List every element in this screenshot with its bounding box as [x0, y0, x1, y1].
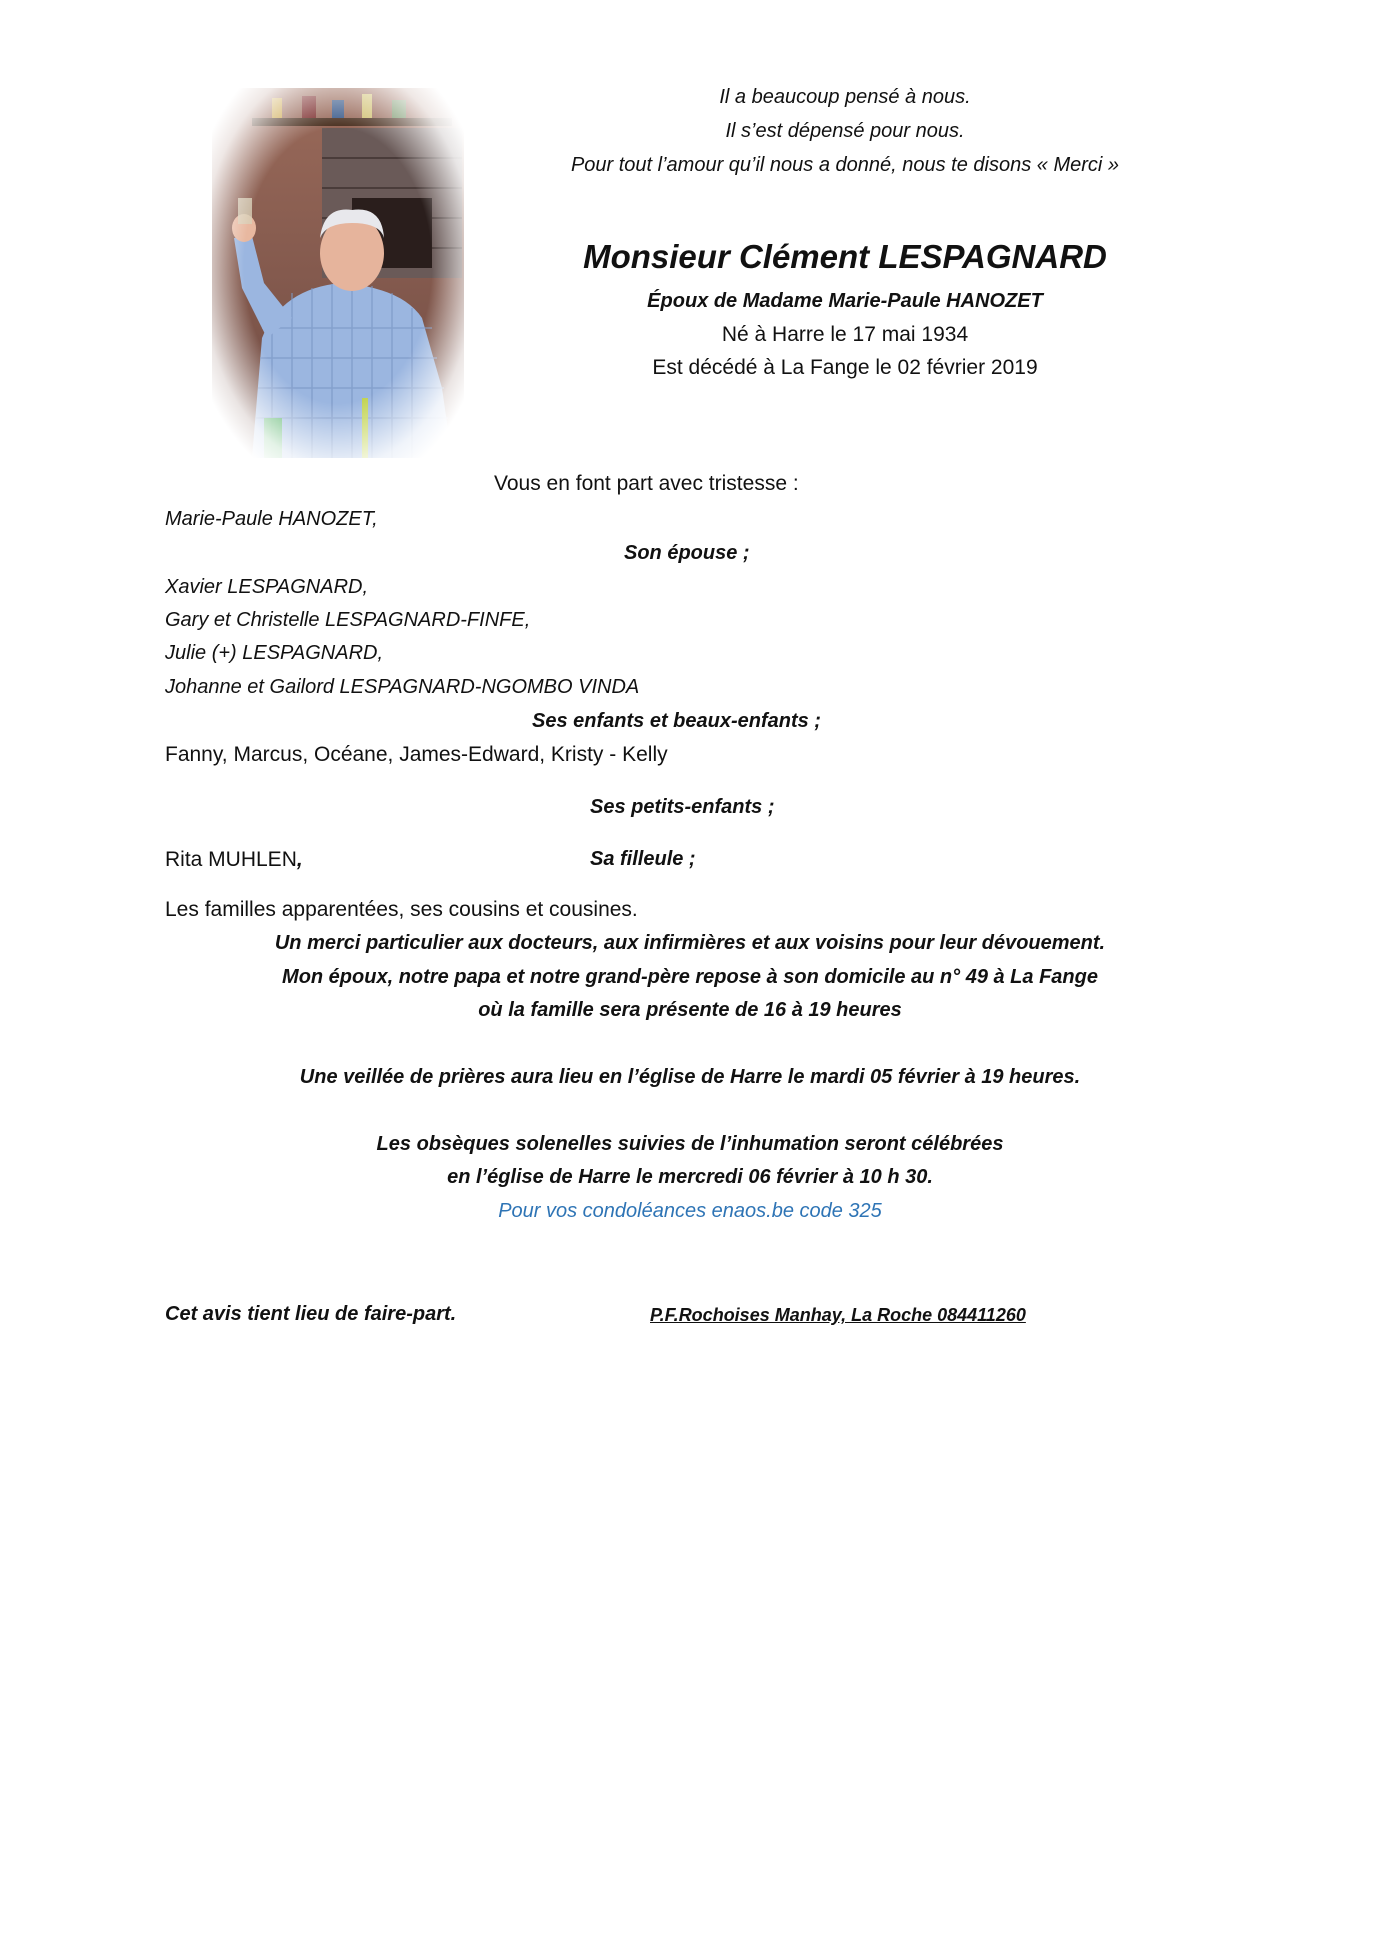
condolences-link[interactable]: Pour vos condoléances enaos.be code 325	[498, 1200, 882, 1222]
grandchildren-names: Fanny, Marcus, Océane, James-Edward, Kristy - Kelly	[165, 743, 668, 766]
children-role: Ses enfants et beaux-enfants ;	[532, 710, 821, 732]
vigil-text: Une veillée de prières aura lieu en l’église de Harre le mardi 05 février à 19 heures.	[299, 1066, 1081, 1088]
child-4: Johanne et Gailord LESPAGNARD-NGOMBO VINDA	[165, 676, 640, 698]
child-2: Gary et Christelle LESPAGNARD-FINFE,	[165, 609, 531, 631]
deceased-birth: Né à Harre le 17 mai 1934	[721, 323, 969, 346]
funeral-line-2: en l’église de Harre le mercredi 06 février à 10 h 30.	[447, 1166, 933, 1188]
deceased-name: Monsieur Clément LESPAGNARD	[583, 238, 1107, 275]
notice-text: Cet avis tient lieu de faire-part.	[165, 1303, 457, 1325]
poem-line-2: Il s’est dépensé pour nous.	[725, 120, 965, 142]
deceased-spouse: Époux de Madame Marie-Paule HANOZET	[647, 290, 1043, 312]
goddaughter-role: Sa filleule ;	[590, 848, 696, 870]
goddaughter-name: Rita MUHLEN,	[165, 848, 303, 871]
spouse-name: Marie-Paule HANOZET,	[165, 508, 378, 530]
child-1: Xavier LESPAGNARD,	[165, 576, 369, 598]
rest-line-2: où la famille sera présente de 16 à 19 heures	[478, 999, 902, 1021]
child-3: Julie (+) LESPAGNARD,	[165, 642, 384, 664]
funeral-line-1: Les obsèques solenelles suivies de l’inhumation seront célébrées	[376, 1133, 1004, 1155]
poem-line-1: Il a beaucoup pensé à nous.	[719, 86, 971, 108]
relatives-text: Les familles apparentées, ses cousins et cousines.	[165, 898, 638, 921]
thanks-text: Un merci particulier aux docteurs, aux infirmières et aux voisins pour leur dévouement.	[274, 932, 1106, 954]
deceased-death: Est décédé à La Fange le 02 février 2019	[652, 356, 1038, 379]
spouse-role: Son épouse ;	[624, 542, 750, 564]
poem-line-3: Pour tout l’amour qu’il nous a donné, nous te disons « Merci »	[570, 154, 1120, 176]
funeral-home: P.F.Rochoises Manhay, La Roche 084411260	[650, 1305, 1026, 1325]
intro-text: Vous en font part avec tristesse :	[494, 472, 799, 495]
grandchildren-role: Ses petits-enfants ;	[590, 796, 775, 818]
portrait-photo	[212, 88, 464, 458]
rest-line-1: Mon époux, notre papa et notre grand-père repose à son domicile au n° 49 à La Fange	[282, 966, 1098, 988]
